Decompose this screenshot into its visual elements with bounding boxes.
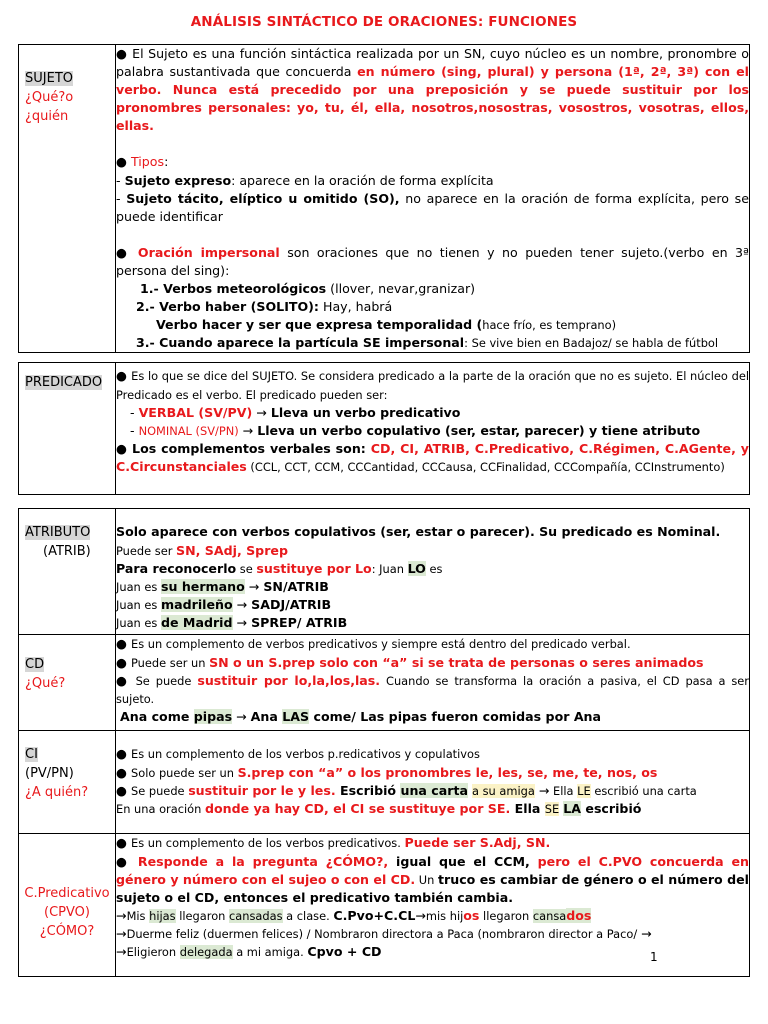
impersonal-item-2b: Verbo hacer y ser que expresa temporalidad (hace frío, es temprano) <box>156 317 617 333</box>
ci-definition: ● Es un complemento de los verbos p.redicativos y copulativos <box>116 746 480 762</box>
impersonal-item-1: 1.- Verbos meteorológicos (llover, nevar,granizar) <box>140 281 476 297</box>
row-cd <box>19 635 750 731</box>
label-cell-ci <box>19 731 116 834</box>
predicado-complementos: ● Los complementos verbales son: CD, CI, ATRIB, C.Predicativo, C.Régimen, C.AGente, y C.Circunstanciales (CCL, CCT, CCM, CCCantidad, CCCausa, CCFinalidad, CCCompañía, CCInstrumento) <box>116 440 749 474</box>
page-number: 1 <box>650 950 658 964</box>
sujeto-impersonal: ● Oración impersonal son oraciones que no tienen y no pueden tener sujeto.(verbo en 3ª persona del sing): <box>116 244 749 278</box>
sujeto-definition: ● El Sujeto es una función sintáctica realizada por un SN, cuyo núcleo es un nombre, pronombre o palabra sustantivada que concuerda en número (sing, plural) y persona (1ª, 2ª, 3ª) con el verbo. Nunca está precedido por una preposición y se puede sustituir por los pronombres personales: yo, tu, él, ella, nosotros,nosostras, vosostros, vosotras, ellos, ellas. <box>116 46 749 134</box>
row-spacer <box>19 353 750 363</box>
label-cpvo: C.Predicativo <box>24 886 110 902</box>
sujeto-expreso: - Sujeto expreso: aparece en la oración de forma explícita <box>116 172 494 188</box>
cpvo-pregunta: ● Responde a la pregunta ¿CÓMO?, igual que el CCM, pero el C.PVO concuerda en género y número con el sujeo o con el CD. Un truco es cambiar de género o el número del sujeto o el CD, entonces el predicativo también cambia. <box>116 853 750 905</box>
row-atributo <box>19 509 750 635</box>
row-sujeto <box>19 45 750 353</box>
content-cell-ci <box>116 731 750 834</box>
predicado-definition: ● Es lo que se dice del SUJETO. Se considera predicado a la parte de la oración que no es sujeto. El núcleo del Predicado es el verbo. El predicado pueden ser: <box>116 368 749 402</box>
ci-cd-se: En una oración donde ya hay CD, el CI se sustituye por SE. Ella SE LA escribió <box>116 800 642 816</box>
row-predicado <box>19 363 750 495</box>
atributo-example-1: Juan es su hermano → SN/ATRIB <box>116 578 329 594</box>
content-cell-atributo <box>116 509 750 635</box>
question-cpvo: ¿CÓMO? <box>39 924 95 940</box>
label-sujeto: SUJETO <box>25 71 73 86</box>
question-ci: ¿A quién? <box>25 785 89 801</box>
atributo-reconocer: Para reconocerlo se sustituye por Lo: Juan LO es <box>116 560 443 576</box>
label-cell-sujeto <box>19 45 116 353</box>
atributo-definition: Solo aparece con verbos copulativos (ser, estar o parecer). Su predicado es Nominal. Puede ser SN, SAdj, Sprep <box>116 524 721 558</box>
atributo-example-2: Juan es madrileño → SADJ/ATRIB <box>116 596 332 612</box>
cpvo-example-2: →Duerme feliz (duermen felices) / Nombraron directora a Paca (nombraron director a Paco/ → <box>116 925 652 941</box>
row-ci <box>19 731 750 834</box>
content-cell-cd <box>116 635 750 731</box>
label-ci: CI <box>25 747 38 763</box>
label-cpvo-sub: (CPVO) <box>44 905 90 921</box>
label-cell-atributo <box>19 509 116 635</box>
cd-forma: ● Puede ser un SN o un S.prep solo con “a” si se trata de personas o seres animados <box>116 654 704 670</box>
content-cell-sujeto <box>116 45 750 353</box>
atributo-example-3: Juan es de Madrid → SPREP/ ATRIB <box>116 614 348 630</box>
impersonal-item-2: 2.- Verbo haber (SOLITO): Hay, habrá <box>136 299 393 315</box>
sujeto-tacito: - Sujeto tácito, elíptico u omitido (SO), no aparece en la oración de forma explícita, pero se puede identificar <box>116 190 749 224</box>
functions-table <box>18 44 750 977</box>
label-cell-cpvo <box>19 834 116 977</box>
impersonal-item-3: 3.- Cuando aparece la partícula SE impersonal: Se vive bien en Badajoz/ se habla de fútbol <box>136 335 719 351</box>
sujeto-tipos: ● Tipos: <box>116 154 169 170</box>
cpvo-definition: ● Es un complemento de los verbos predicativos. Puede ser S.Adj, SN. <box>116 835 551 851</box>
predicado-nominal: - NOMINAL (SV/PN) → Lleva un verbo copulativo (ser, estar, parecer) y tiene atributo <box>130 422 701 438</box>
ci-sustitucion: ● Se puede sustituir por le y les. Escribió una carta a su amiga → Ella LE escribió una carta <box>116 782 697 798</box>
predicado-verbal: - VERBAL (SV/PV) → Lleva un verbo predicativo <box>130 404 461 420</box>
label-cd: CD <box>25 657 45 673</box>
question-sujeto-2: ¿quién <box>25 109 69 124</box>
cd-example: Ana come pipas → Ana LAS come/ Las pipas fueron comidas por Ana <box>120 708 602 724</box>
ci-forma: ● Solo puede ser un S.prep con “a” o los pronombres le, les, se, me, te, nos, os <box>116 764 658 780</box>
document-title: ANÁLISIS SINTÁCTICO DE ORACIONES: FUNCIONES <box>190 14 578 30</box>
row-cpvo <box>19 834 750 977</box>
question-cd: ¿Qué? <box>25 676 66 692</box>
cd-definition: ● Es un complemento de verbos predicativos y siempre está dentro del predicado verbal. <box>116 636 631 652</box>
cpvo-example-3: →Eligieron delegada a mi amiga. Cpvo + CD <box>116 943 382 959</box>
label-predicado: PREDICADO <box>25 375 103 391</box>
label-atributo: ATRIBUTO <box>25 525 91 541</box>
label-ci-sub: (PV/PN) <box>25 766 74 782</box>
label-cell-predicado <box>19 363 116 495</box>
cd-sustitucion: ● Se puede sustituir por lo,la,los,las. Cuando se transforma la oración a pasiva, el CD pasa a ser sujeto. <box>116 672 749 706</box>
question-sujeto-1: ¿Qué?o <box>25 90 74 105</box>
row-spacer <box>19 495 750 509</box>
label-cell-cd <box>19 635 116 731</box>
label-atributo-sub: (ATRIB) <box>43 544 91 560</box>
cpvo-example-1: →Mis hijas llegaron cansadas a clase. C.Pvo+C.CL→mis hijos llegaron cansados <box>116 907 592 923</box>
content-cell-predicado <box>116 363 750 495</box>
